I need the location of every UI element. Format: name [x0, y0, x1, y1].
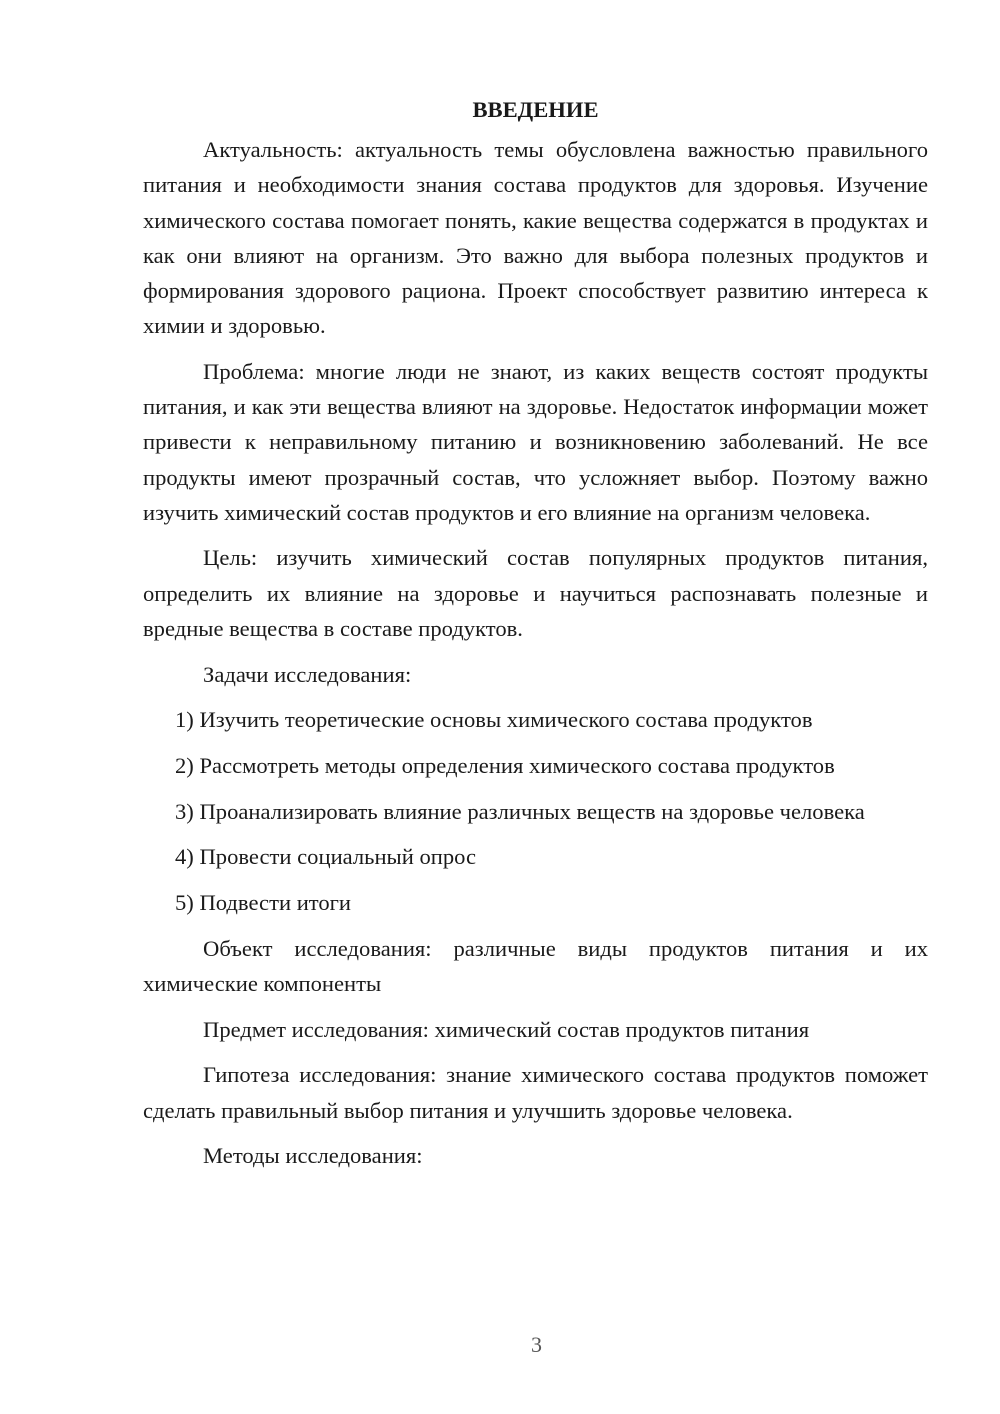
- document-body: [143, 92, 928, 1184]
- goal-paragraph: Цель: изучить химический состав популярных продуктов питания, определить их влияние на здоровье и научиться распознавать полезные и вредные вещества в составе продуктов.: [143, 545, 928, 641]
- relevance-paragraph: Актуальность: актуальность темы обусловлена важностью правильного питания и необходимости знания состава продуктов для здоровья. Изучение химического состава помогает понять, какие вещества содержатся в продуктах и как они влияют на организм. Это важно для выбора полезных продуктов и формирования здорового рациона. Проект способствует развитию интереса к химии и здоровью.: [143, 137, 928, 339]
- page-number: 3: [531, 1332, 542, 1357]
- section-heading: ВВЕДЕНИЕ: [472, 97, 599, 122]
- task-item-2: 2) Рассмотреть методы определения химического состава продуктов: [175, 752, 835, 778]
- task-item-5: 5) Подвести итоги: [175, 890, 352, 916]
- problem-paragraph: Проблема: многие люди не знают, из каких веществ состоят продукты питания, и как эти вещества влияют на здоровье. Недостаток информации может привести к неправильному питанию и возникновению заболеваний. Не все продукты имеют прозрачный состав, что усложняет выбор. Поэтому важно изучить химический состав продуктов и его влияние на организм человека.: [143, 358, 928, 525]
- object-paragraph: Объект исследования: различные виды продуктов питания и их химические компоненты: [143, 935, 928, 996]
- tasks-title: Задачи исследования:: [203, 661, 412, 687]
- subject-paragraph: Предмет исследования: химический состав продуктов питания: [203, 1016, 810, 1042]
- task-item-4: 4) Провести социальный опрос: [175, 844, 477, 870]
- task-item-3: 3) Проанализировать влияние различных веществ на здоровье человека: [175, 798, 865, 824]
- methods-paragraph: Методы исследования:: [203, 1143, 423, 1169]
- hypothesis-paragraph: Гипотеза исследования: знание химического состава продуктов поможет сделать правильный выбор питания и улучшить здоровье человека.: [143, 1062, 928, 1123]
- task-item-1: 1) Изучить теоретические основы химического состава продуктов: [175, 707, 813, 733]
